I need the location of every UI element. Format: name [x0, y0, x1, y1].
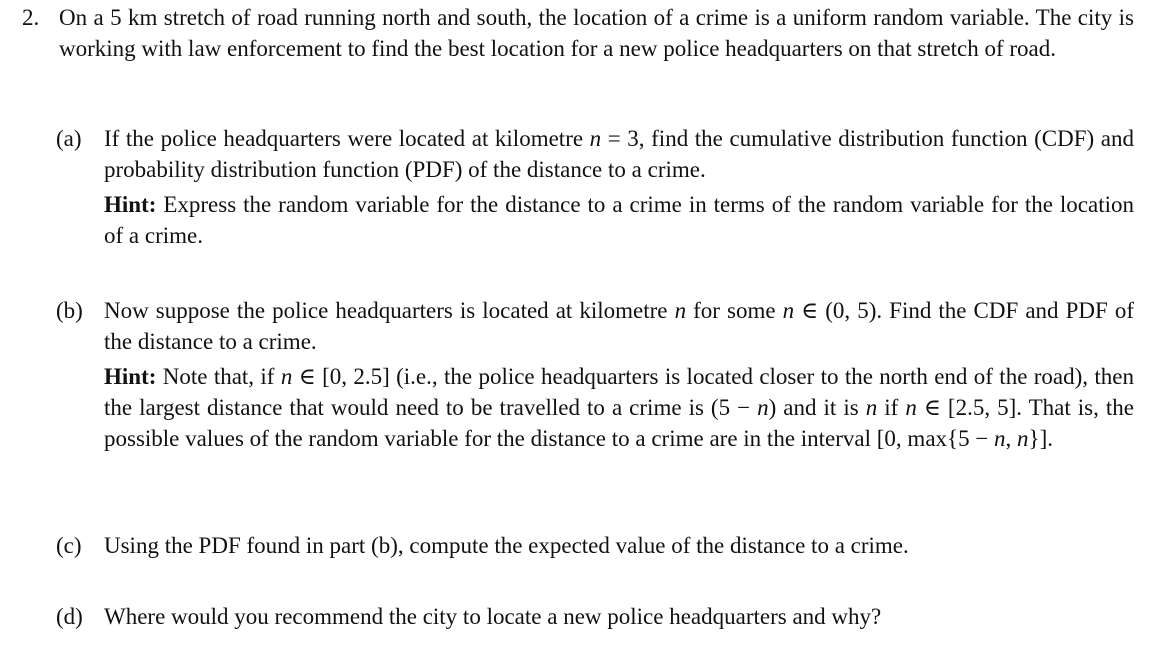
part-b-hint-text-6: , [1005, 426, 1018, 451]
part-b-hint-text-2: ∈ [0, 2.5] (i.e., the police headquarters is located closer to the north end of the road), then the largest distance that would need to be travelled to a crime is (5 − [104, 364, 1134, 420]
part-b-question-text-2: for some [686, 298, 783, 323]
part-b-hint-variable-n: n [905, 395, 917, 420]
part-b-hint-label: Hint: [104, 364, 157, 389]
problem-2 [22, 2, 1134, 64]
part-a-question [104, 123, 1134, 185]
part-b-hint-variable-n: n [757, 395, 769, 420]
part-a-question-text-1: If the police headquarters were located at kilometre [104, 126, 590, 151]
part-a-hint [104, 189, 1134, 251]
part-d-label: (d) [56, 604, 83, 629]
part-b-hint-text-4: if [877, 395, 906, 420]
part-b-label: (b) [56, 298, 83, 323]
part-b-question [104, 295, 1134, 357]
part-b-question-text-3: ∈ (0, 5). Find the CDF and PDF of the distance to a crime. [104, 298, 1134, 354]
part-a-label: (a) [56, 126, 82, 151]
part-b [56, 295, 1134, 454]
part-a-variable-n: n [589, 126, 602, 151]
part-d [56, 601, 1134, 632]
part-a-question-text-2: = 3, find the cumulative distribution function (CDF) and probability distribution function (PDF) of the distance to a crime. [104, 126, 1134, 182]
part-a-hint-text: Express the random variable for the distance to a crime in terms of the random variable for the location of a crime. [104, 192, 1134, 248]
part-b-hint-variable-n: n [865, 395, 878, 420]
part-c-body [104, 530, 1134, 561]
part-a [56, 123, 1134, 251]
part-d-question: Where would you recommend the city to locate a new police headquarters and why? [104, 604, 882, 629]
problem-statement: On a 5 km stretch of road running north and south, the location of a crime is a uniform random variable. The city is working with law enforcement to find the best location for a new police headquarters on that stretch of road. [59, 5, 1134, 61]
part-b-hint-text-7: }]. [1028, 426, 1053, 451]
problem-intro [22, 2, 1134, 64]
part-d-body [104, 601, 1134, 632]
part-b-question-text-1: Now suppose the police headquarters is located at kilometre [104, 298, 675, 323]
part-b-body [104, 295, 1134, 454]
part-b-hint [104, 361, 1134, 454]
part-b-hint-text-1: Note that, if [156, 364, 281, 389]
part-c [56, 530, 1134, 561]
part-c-label: (c) [56, 533, 82, 558]
part-b-hint-text-3: ) and it is [768, 395, 866, 420]
part-b-hint-text-5: ∈ [2.5, 5]. That is, the possible values of the random variable for the distance to a crime are in the interval [0, max{5 − [104, 395, 1134, 451]
part-b-hint-variable-n: n [994, 426, 1006, 451]
part-a-body [104, 123, 1134, 251]
part-b-variable-n: n [782, 298, 795, 323]
part-a-hint-label: Hint: [104, 192, 157, 217]
part-b-hint-variable-n: n [1017, 426, 1029, 451]
part-b-hint-variable-n: n [280, 364, 293, 389]
part-b-variable-n: n [674, 298, 687, 323]
part-c-question: Using the PDF found in part (b), compute the expected value of the distance to a crime. [104, 533, 909, 558]
problem-number: 2. [22, 5, 40, 30]
